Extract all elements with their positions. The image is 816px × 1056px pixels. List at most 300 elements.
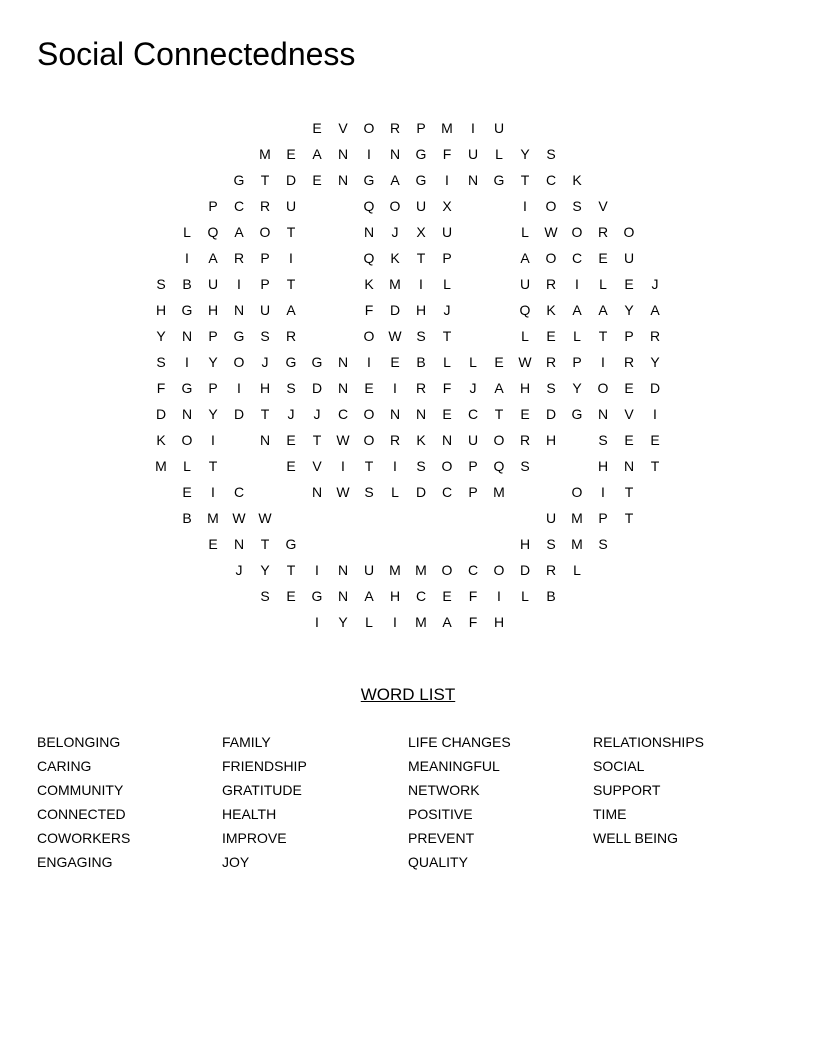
grid-letter: L <box>599 276 607 292</box>
grid-letter: H <box>259 380 271 396</box>
grid-letter: Y <box>520 146 530 162</box>
grid-letter: L <box>521 224 529 240</box>
grid-letter: C <box>441 484 453 500</box>
grid-letter: F <box>468 588 478 604</box>
grid-letter: C <box>415 588 427 604</box>
grid-letter: V <box>598 198 608 214</box>
grid-letter: O <box>571 484 583 500</box>
grid-letter: U <box>259 302 271 318</box>
grid-letter: D <box>389 302 401 318</box>
grid-letter: D <box>519 562 531 578</box>
grid-letter: L <box>183 224 191 240</box>
grid-letter: Y <box>260 562 270 578</box>
grid-letter: G <box>285 536 297 552</box>
grid-letter: I <box>393 614 397 630</box>
grid-letter: R <box>623 354 635 370</box>
grid-letter: T <box>624 484 634 500</box>
grid-letter: Y <box>156 328 166 344</box>
word-list-item: GRATITUDE <box>222 782 302 798</box>
grid-letter: V <box>624 406 634 422</box>
grid-letter: L <box>365 614 373 630</box>
grid-letter: N <box>311 484 323 500</box>
grid-letter: N <box>337 146 349 162</box>
grid-letter: I <box>367 354 371 370</box>
word-list-column-3 <box>408 730 588 874</box>
grid-letter: E <box>312 120 322 136</box>
grid-letter: S <box>286 380 296 396</box>
grid-letter: I <box>393 458 397 474</box>
grid-letter: H <box>493 614 505 630</box>
grid-letter: X <box>416 224 426 240</box>
grid-letter: T <box>208 458 218 474</box>
grid-letter: G <box>181 380 193 396</box>
grid-letter: V <box>338 120 348 136</box>
grid-letter: T <box>286 562 296 578</box>
grid-letter: J <box>469 380 477 396</box>
grid-letter: O <box>363 120 375 136</box>
grid-letter: M <box>389 276 401 292</box>
grid-letter: O <box>181 432 193 448</box>
word-list-item: COMMUNITY <box>37 782 124 798</box>
grid-letter: S <box>546 536 556 552</box>
grid-letter: K <box>156 432 166 448</box>
grid-letter: W <box>336 484 350 500</box>
grid-letter: A <box>494 380 504 396</box>
grid-letter: L <box>521 588 529 604</box>
grid-letter: E <box>208 536 218 552</box>
grid-letter: M <box>155 458 167 474</box>
page-title: Social Connectedness <box>37 36 356 72</box>
grid-letter: I <box>315 562 319 578</box>
grid-letter: T <box>442 328 452 344</box>
grid-letter: P <box>208 328 218 344</box>
grid-letter: O <box>363 328 375 344</box>
grid-letter: S <box>520 458 530 474</box>
grid-letter: N <box>389 146 401 162</box>
grid-letter: S <box>156 354 166 370</box>
grid-letter: J <box>235 562 243 578</box>
grid-letter: H <box>207 302 219 318</box>
grid-letter: E <box>494 354 504 370</box>
grid-letter: R <box>545 562 557 578</box>
word-list-item: POSITIVE <box>408 806 473 822</box>
grid-letter: A <box>598 302 608 318</box>
grid-letter: U <box>467 146 479 162</box>
grid-letter: E <box>546 328 556 344</box>
grid-letter: N <box>415 406 427 422</box>
grid-letter: I <box>471 120 475 136</box>
grid-letter: E <box>364 380 374 396</box>
grid-letter: N <box>233 302 245 318</box>
grid-letter: C <box>233 484 245 500</box>
grid-letter: F <box>442 380 452 396</box>
grid-letter: V <box>312 458 322 474</box>
grid-letter: F <box>156 380 166 396</box>
grid-letter: R <box>259 198 271 214</box>
grid-letter: Y <box>338 614 348 630</box>
grid-letter: T <box>494 406 504 422</box>
grid-letter: P <box>260 276 270 292</box>
grid-letter: S <box>598 432 608 448</box>
grid-letter: Y <box>208 354 218 370</box>
grid-letter: I <box>575 276 579 292</box>
grid-letter: I <box>185 354 189 370</box>
grid-letter: A <box>364 588 374 604</box>
grid-letter: N <box>181 406 193 422</box>
grid-letter: G <box>181 302 193 318</box>
grid-letter: X <box>442 198 452 214</box>
grid-letter: T <box>260 406 270 422</box>
grid-letter: O <box>441 458 453 474</box>
grid-letter: F <box>364 302 374 318</box>
grid-letter: B <box>416 354 426 370</box>
grid-letter: O <box>363 406 375 422</box>
word-list-item: PREVENT <box>408 830 475 846</box>
grid-letter: R <box>649 328 661 344</box>
grid-letter: S <box>598 536 608 552</box>
grid-letter: O <box>623 224 635 240</box>
grid-letter: L <box>573 562 581 578</box>
grid-letter: O <box>493 432 505 448</box>
grid-letter: O <box>493 562 505 578</box>
word-list-item: IMPROVE <box>222 830 287 846</box>
grid-letter: U <box>519 276 531 292</box>
grid-letter: R <box>597 224 609 240</box>
word-list-item: BELONGING <box>37 734 121 750</box>
grid-letter: N <box>623 458 635 474</box>
grid-letter: O <box>389 198 401 214</box>
word-list-item: CONNECTED <box>37 806 126 822</box>
grid-letter: O <box>363 432 375 448</box>
grid-letter: R <box>545 354 557 370</box>
grid-letter: J <box>443 302 451 318</box>
grid-letter: A <box>286 302 296 318</box>
grid-letter: L <box>469 354 477 370</box>
word-list-item: LIFE CHANGES <box>408 734 511 750</box>
grid-letter: E <box>624 276 634 292</box>
grid-letter: D <box>545 406 557 422</box>
grid-letter: E <box>286 432 296 448</box>
grid-letter: Y <box>572 380 582 396</box>
grid-letter: G <box>363 172 375 188</box>
grid-letter: D <box>311 380 323 396</box>
grid-letter: R <box>233 250 245 266</box>
grid-letter: R <box>389 432 401 448</box>
word-list-item: FRIENDSHIP <box>222 758 307 774</box>
grid-letter: T <box>598 328 608 344</box>
grid-letter: N <box>337 380 349 396</box>
grid-letter: S <box>260 328 270 344</box>
grid-letter: J <box>651 276 659 292</box>
grid-letter: E <box>624 380 634 396</box>
grid-letter: U <box>285 198 297 214</box>
grid-letter: E <box>390 354 400 370</box>
grid-letter: N <box>181 328 193 344</box>
grid-letter: I <box>419 276 423 292</box>
grid-letter: N <box>441 432 453 448</box>
word-list-item: RELATIONSHIPS <box>593 734 704 750</box>
grid-letter: I <box>653 406 657 422</box>
grid-letter: Q <box>363 250 375 266</box>
grid-letter: M <box>207 510 219 526</box>
grid-letter: L <box>521 328 529 344</box>
word-list-heading: WORD LIST <box>360 685 456 704</box>
grid-letter: S <box>546 380 556 396</box>
grid-letter: E <box>650 432 660 448</box>
grid-letter: E <box>442 588 452 604</box>
grid-letter: W <box>258 510 272 526</box>
word-list-column-4 <box>593 730 773 850</box>
grid-letter: U <box>363 562 375 578</box>
grid-letter: M <box>389 562 401 578</box>
grid-letter: N <box>337 588 349 604</box>
grid-letter: E <box>286 146 296 162</box>
grid-letter: C <box>467 406 479 422</box>
grid-letter: I <box>237 380 241 396</box>
grid-letter: A <box>520 250 530 266</box>
grid-letter: I <box>289 250 293 266</box>
grid-letter: E <box>286 458 296 474</box>
grid-letter: R <box>389 120 401 136</box>
word-list-item: SOCIAL <box>593 758 645 774</box>
grid-letter: U <box>623 250 635 266</box>
grid-letter: W <box>518 354 532 370</box>
grid-letter: L <box>443 354 451 370</box>
grid-letter: R <box>545 276 557 292</box>
grid-letter: I <box>341 458 345 474</box>
grid-letter: C <box>571 250 583 266</box>
grid-letter: D <box>649 380 661 396</box>
grid-letter: U <box>467 432 479 448</box>
grid-letter: P <box>598 510 608 526</box>
grid-letter: Y <box>650 354 660 370</box>
grid-letter: O <box>441 562 453 578</box>
grid-letter: S <box>260 588 270 604</box>
grid-letter: A <box>650 302 660 318</box>
grid-letter: O <box>233 354 245 370</box>
grid-letter: C <box>467 562 479 578</box>
grid-letter: G <box>285 354 297 370</box>
grid-letter: Y <box>624 302 634 318</box>
grid-letter: O <box>545 198 557 214</box>
grid-letter: S <box>416 458 426 474</box>
grid-letter: J <box>391 224 399 240</box>
grid-letter: E <box>624 432 634 448</box>
grid-letter: G <box>415 146 427 162</box>
grid-letter: Q <box>519 302 531 318</box>
grid-letter: I <box>185 250 189 266</box>
grid-letter: K <box>364 276 374 292</box>
grid-letter: W <box>336 432 350 448</box>
word-list-item: TIME <box>593 806 627 822</box>
grid-letter: O <box>259 224 271 240</box>
word-list-item: COWORKERS <box>37 830 131 846</box>
grid-letter: R <box>285 328 297 344</box>
grid-letter: T <box>286 224 296 240</box>
grid-letter: P <box>416 120 426 136</box>
grid-letter: J <box>287 406 295 422</box>
grid-letter: N <box>259 432 271 448</box>
grid-letter: I <box>315 614 319 630</box>
grid-letter: C <box>545 172 557 188</box>
grid-letter: M <box>571 510 583 526</box>
word-list-item: FAMILY <box>222 734 271 750</box>
grid-letter: O <box>571 224 583 240</box>
grid-letter: L <box>573 328 581 344</box>
grid-letter: T <box>286 276 296 292</box>
grid-letter: I <box>445 172 449 188</box>
grid-letter: E <box>520 406 530 422</box>
grid-letter: H <box>389 588 401 604</box>
grid-letter: P <box>624 328 634 344</box>
word-list-column-2 <box>222 730 402 874</box>
grid-letter: Q <box>363 198 375 214</box>
grid-letter: N <box>337 562 349 578</box>
grid-letter: P <box>260 250 270 266</box>
grid-letter: E <box>598 250 608 266</box>
grid-letter: A <box>208 250 218 266</box>
grid-letter: A <box>390 172 400 188</box>
word-list-item: ENGAGING <box>37 854 113 870</box>
grid-letter: T <box>260 536 270 552</box>
grid-letter: I <box>523 198 527 214</box>
grid-letter: A <box>312 146 322 162</box>
word-list-item: CARING <box>37 758 92 774</box>
grid-letter: N <box>597 406 609 422</box>
grid-letter: E <box>312 172 322 188</box>
grid-letter: D <box>285 172 297 188</box>
grid-letter: D <box>233 406 245 422</box>
grid-letter: Y <box>208 406 218 422</box>
grid-letter: P <box>208 198 218 214</box>
grid-letter: A <box>234 224 244 240</box>
grid-letter: P <box>468 484 478 500</box>
grid-letter: T <box>624 510 634 526</box>
grid-letter: T <box>520 172 530 188</box>
grid-letter: A <box>572 302 582 318</box>
grid-letter: B <box>182 276 192 292</box>
grid-letter: S <box>416 328 426 344</box>
grid-letter: M <box>571 536 583 552</box>
grid-letter: Q <box>207 224 219 240</box>
grid-letter: L <box>391 484 399 500</box>
grid-letter: E <box>286 588 296 604</box>
grid-letter: N <box>363 224 375 240</box>
grid-letter: H <box>519 536 531 552</box>
grid-letter: P <box>468 458 478 474</box>
grid-letter: L <box>443 276 451 292</box>
grid-letter: T <box>650 458 660 474</box>
grid-letter: S <box>156 276 166 292</box>
grid-letter: G <box>415 172 427 188</box>
grid-letter: O <box>597 380 609 396</box>
grid-letter: F <box>442 146 452 162</box>
grid-letter: K <box>390 250 400 266</box>
grid-letter: G <box>311 354 323 370</box>
grid-letter: I <box>211 484 215 500</box>
grid-letter: T <box>260 172 270 188</box>
grid-letter: U <box>545 510 557 526</box>
grid-letter: S <box>364 484 374 500</box>
word-list-item: MEANINGFUL <box>408 758 500 774</box>
grid-letter: G <box>233 328 245 344</box>
grid-letter: E <box>182 484 192 500</box>
grid-letter: R <box>415 380 427 396</box>
grid-letter: P <box>572 354 582 370</box>
grid-letter: N <box>337 354 349 370</box>
grid-letter: S <box>546 146 556 162</box>
grid-letter: W <box>544 224 558 240</box>
grid-letter: O <box>545 250 557 266</box>
grid-letter: K <box>546 302 556 318</box>
grid-letter: U <box>493 120 505 136</box>
word-list-item: JOY <box>222 854 250 870</box>
grid-letter: H <box>545 432 557 448</box>
grid-letter: T <box>312 432 322 448</box>
grid-letter: N <box>337 172 349 188</box>
grid-letter: B <box>182 510 192 526</box>
grid-letter: W <box>388 328 402 344</box>
grid-letter: B <box>546 588 556 604</box>
grid-letter: T <box>416 250 426 266</box>
grid-letter: M <box>441 120 453 136</box>
word-list-item: QUALITY <box>408 854 468 870</box>
grid-letter: L <box>183 458 191 474</box>
grid-letter: P <box>208 380 218 396</box>
grid-letter: N <box>233 536 245 552</box>
grid-letter: I <box>601 484 605 500</box>
grid-letter: I <box>497 588 501 604</box>
grid-letter: I <box>211 432 215 448</box>
word-list-item: HEALTH <box>222 806 277 822</box>
grid-letter: I <box>601 354 605 370</box>
grid-letter: H <box>519 380 531 396</box>
grid-letter: I <box>367 146 371 162</box>
word-list-column-1 <box>37 730 217 874</box>
grid-letter: I <box>237 276 241 292</box>
grid-letter: M <box>493 484 505 500</box>
word-list-heading-container <box>0 684 816 706</box>
grid-letter: N <box>467 172 479 188</box>
grid-letter: J <box>261 354 269 370</box>
grid-letter: G <box>233 172 245 188</box>
grid-letter: J <box>313 406 321 422</box>
grid-letter: T <box>364 458 374 474</box>
grid-letter: H <box>415 302 427 318</box>
grid-letter: U <box>441 224 453 240</box>
grid-letter: P <box>442 250 452 266</box>
word-list-item: NETWORK <box>408 782 480 798</box>
grid-letter: G <box>571 406 583 422</box>
grid-letter: R <box>519 432 531 448</box>
grid-letter: D <box>155 406 167 422</box>
grid-letter: H <box>597 458 609 474</box>
word-list-item: SUPPORT <box>593 782 661 798</box>
word-list-item: WELL BEING <box>593 830 679 846</box>
grid-letter: C <box>337 406 349 422</box>
grid-letter: E <box>442 406 452 422</box>
grid-letter: C <box>233 198 245 214</box>
grid-letter: N <box>389 406 401 422</box>
grid-letter: W <box>232 510 246 526</box>
grid-letter: Q <box>493 458 505 474</box>
grid-letter: U <box>207 276 219 292</box>
grid-letter: F <box>468 614 478 630</box>
grid-letter: U <box>415 198 427 214</box>
grid-letter: I <box>393 380 397 396</box>
grid-letter: M <box>415 614 427 630</box>
grid-letter: A <box>442 614 452 630</box>
